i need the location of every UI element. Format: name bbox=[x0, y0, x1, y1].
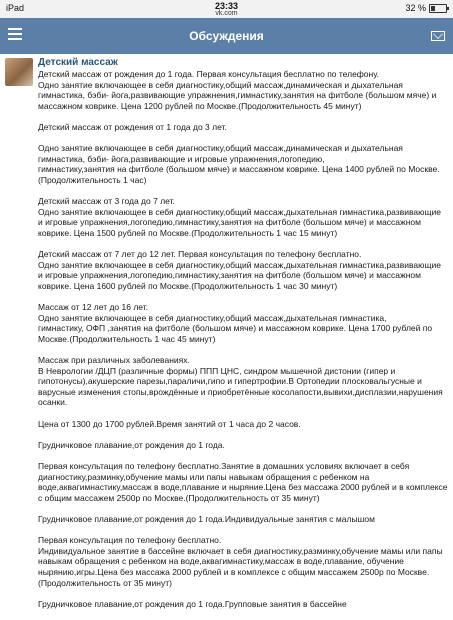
post-author[interactable]: Детский массаж bbox=[38, 57, 118, 68]
post-paragraph: Первая консультация по телефону бесплатно. Индивидуальное занятие в бассейне включает в себя диагностику,разминку,обучение мамы или папы навыкам обращения с ребенком на воде,аквагимнастику,массаж в воде,плавание, обучение нырянию,игры.Цена без массажа 2000 рублей и в комплексе с общим массажем 2500р по Москве.(Продолжительность от 35 минут) bbox=[38, 535, 443, 588]
avatar[interactable] bbox=[5, 58, 33, 86]
post-paragraph: Одно занятие включающее в себя диагностику,общий массаж,динамическая и дыхательная гимнастика, бэби- йога,развивающие и игровые упражнения,логопедию, гимнастику,занятия на фитболе (большом мяче) и массажном коврике. Цена 1400 рублей по Москве.(Продолжительность 1 час) bbox=[38, 143, 440, 185]
device-label: iPad bbox=[6, 3, 25, 13]
top-navbar bbox=[0, 18, 453, 54]
post-paragraph: Детский массаж от 3 года до 7 лет. Одно занятие включающее в себя диагностику,общий массаж,дыхательная гимнастика,развивающие и игровые упражнения,логопедию,гимнастику,занятия на фитболе (большом мяче) и массажном коврике. Цена 1500 рублей по Москве.(Продолжительность 1 час 15 минут) bbox=[38, 196, 441, 238]
post-paragraph: Детский массаж от 7 лет до 12 лет. Первая консультация по телефону бесплатно. Одно занятие включающее в себя диагностику,общий массаж,дыхательная гимнастика,развивающие и игровые упражнения,логопедию,гимнастику,занятия на фитболе (большом мяче) и массажном коврике. Цена 1600 рублей по Москве.(Продолжительность 1 час 30 минут) bbox=[38, 249, 441, 291]
post-paragraph: Детский массаж от рождения до 1 года. Первая консультация бесплатно по телефону. Одно занятие включающее в себя диагностику,общий массаж,динамическая и дыхательная гимнастика, бэби- йога,развивающие упражнения,гимнастику,занятия на фитболе (большом мяче) и массажном коврике. Цена 1200 рублей по Москве.(Продолжительность 45 минут) bbox=[38, 69, 437, 111]
post-paragraph: Грудничковое плавание,от рождения до 1 года. bbox=[38, 439, 225, 450]
clock: 23:33 bbox=[214, 1, 239, 11]
post-paragraph: Массаж при различных заболеваниях. В Неврологии /ДЦП (различные формы) ППП ЦНС, синдром мышечной дистонии (гипер и гипотонусы),акушерские парезы,параличи,гипо и гипертрофии.В Ортопедии плосковальгусные и варусные изменения стопы,врождённые и приобретённые косолапости,вывихи,дисплазии,нарушения осанки. bbox=[38, 355, 443, 408]
battery-percent: 32 % bbox=[405, 3, 426, 13]
status-bar bbox=[0, 0, 453, 18]
battery-icon bbox=[429, 4, 447, 13]
post-paragraph: Детский массаж от рождения от 1 года до 3 лет. bbox=[38, 121, 227, 132]
post-paragraph: Массаж от 12 лет до 16 лет. Одно занятие включающее в себя диагностику,общий массаж,дыхательная гимнастика, гимнастику, ОФП ,занятия на фитболе (большом мяче) и массажном коврике. Цена 1700 рублей по Москве.(Продолжительность 1 час 45 минут) bbox=[38, 302, 433, 344]
post-paragraph: Грудничковое плавание,от рождения до 1 года.Индивидуальные занятия с малышом bbox=[38, 513, 375, 524]
post-paragraph: Цена от 1300 до 1700 рублей.Время занятий от 1 часа до 2 часов. bbox=[38, 418, 301, 429]
page-title: Обсуждения bbox=[189, 29, 264, 43]
post-paragraph: Грудничковое плавание,от рождения до 1 года.Групповые занятия в бассейне bbox=[38, 598, 347, 609]
battery-indicator bbox=[405, 3, 447, 13]
url-label: vk.com bbox=[215, 10, 238, 17]
post-paragraph: Первая консультация по телефону бесплатно.Занятие в домашних условиях включает в себя диагностику,разминку,обучение мамы или папы навыкам обращения с ребенком на воде,аквагимнастику,массаж в воде,плавание и ныряние.Цена без массажа 2000 рублей и в комплексе с общим массажем 2500р по Москве.(Продолжительность от 35 минут) bbox=[38, 460, 448, 503]
post-body bbox=[38, 69, 448, 620]
envelope-icon[interactable] bbox=[431, 31, 445, 41]
